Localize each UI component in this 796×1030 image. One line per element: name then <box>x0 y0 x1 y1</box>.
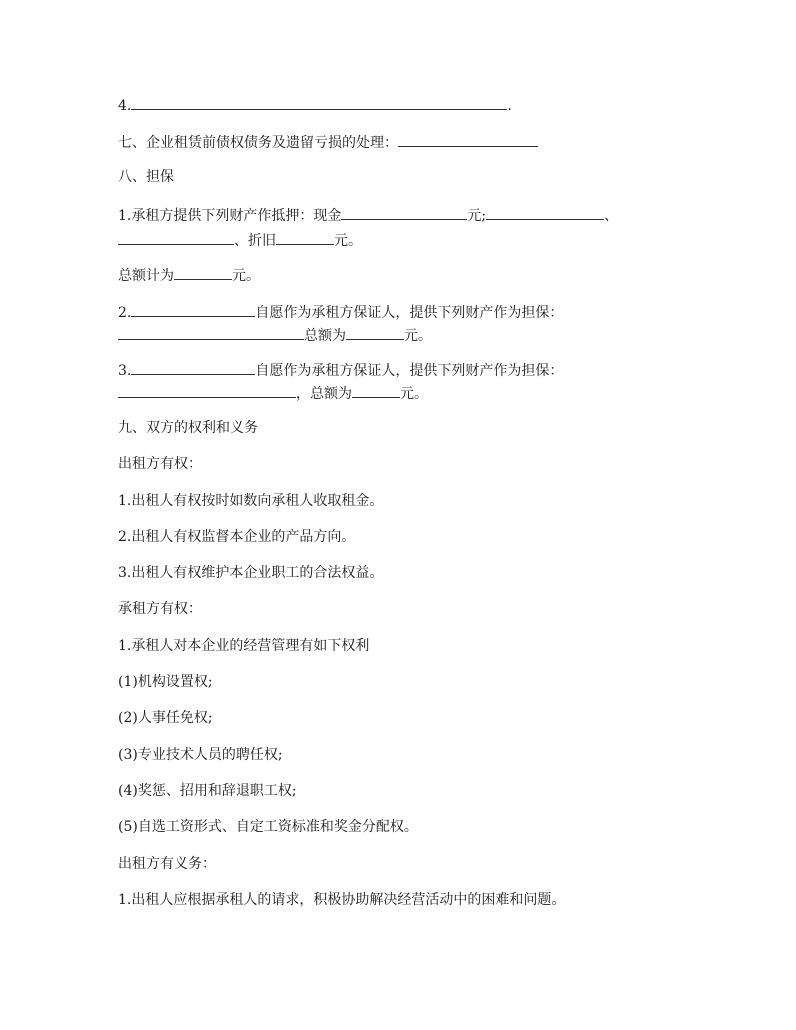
guarantee-clause-1 <box>118 205 618 225</box>
fill-in-blank[interactable] <box>398 132 538 147</box>
clause-text: ，总额为 <box>296 386 352 402</box>
clause-text: 元; <box>467 208 487 224</box>
item-number: 3. <box>118 363 132 379</box>
subheading: 承租方有权： <box>118 601 202 617</box>
fill-in-blank[interactable] <box>276 230 334 245</box>
lessee-right-1-sub-3 <box>118 746 283 764</box>
lessor-obligation-1 <box>118 891 565 909</box>
section-9-heading <box>118 419 258 437</box>
guarantee-clause-3 <box>118 360 563 380</box>
fill-in-blank[interactable] <box>131 95 507 110</box>
guarantee-clause-2-cont <box>118 325 432 345</box>
lessor-rights-heading <box>118 455 202 473</box>
lessee-rights-heading <box>118 600 202 618</box>
fill-in-blank[interactable] <box>346 325 404 340</box>
clause-text: 1.出租人应根据承租人的请求，积极协助解决经营活动中的困难和问题。 <box>118 892 566 908</box>
clause-text: 总额为 <box>304 328 346 344</box>
lessee-right-1-sub-1 <box>118 673 213 691</box>
clause-text: 元。 <box>334 233 362 249</box>
clause-text: 、折旧 <box>234 233 276 249</box>
clause-text: (2)人事任免权; <box>118 710 213 726</box>
clause-text: 元。 <box>404 328 432 344</box>
lessee-right-1-sub-5 <box>118 818 418 836</box>
fill-in-blank[interactable] <box>341 205 467 220</box>
fill-in-blank[interactable] <box>118 325 304 340</box>
clause-text: 自愿作为承租方保证人，提供下列财产作为担保： <box>255 363 564 379</box>
lessor-right-1 <box>118 492 383 510</box>
subheading: 出租方有权： <box>118 456 202 472</box>
fill-in-blank[interactable] <box>131 302 255 317</box>
fill-in-blank[interactable] <box>118 383 296 398</box>
item-number: 4. <box>118 98 132 114</box>
fill-in-blank[interactable] <box>118 230 234 245</box>
period: . <box>507 98 512 114</box>
item-4-line <box>118 95 512 115</box>
clause-text: (3)专业技术人员的聘任权; <box>118 747 283 763</box>
clause-text: 总额计为 <box>118 268 174 284</box>
lessee-right-1 <box>118 637 369 655</box>
fill-in-blank[interactable] <box>486 205 604 220</box>
fill-in-blank[interactable] <box>174 265 232 280</box>
fill-in-blank[interactable] <box>352 383 400 398</box>
guarantee-clause-1-cont <box>118 230 362 250</box>
section-title: 八、担保 <box>118 169 174 185</box>
section-7-heading <box>118 132 538 152</box>
fill-in-blank[interactable] <box>131 360 255 375</box>
guarantee-clause-3-cont <box>118 383 428 403</box>
clause-text: 1.承租人对本企业的经营管理有如下权利 <box>118 638 370 654</box>
guarantee-clause-2 <box>118 302 563 322</box>
guarantee-total <box>118 265 260 285</box>
clause-text: (1)机构设置权; <box>118 674 213 690</box>
clause-text: (4)奖惩、招用和辞退职工权; <box>118 783 297 799</box>
clause-text: 3.出租人有权维护本企业职工的合法权益。 <box>118 565 384 581</box>
clause-text: 、 <box>604 208 619 224</box>
subheading: 出租方有义务： <box>118 856 216 872</box>
section-8-heading <box>118 168 174 186</box>
clause-text: 元。 <box>232 268 260 284</box>
clause-text: 自愿作为承租方保证人，提供下列财产作为担保： <box>255 305 564 321</box>
clause-text: 元。 <box>400 386 428 402</box>
lessor-right-2 <box>118 528 355 546</box>
clause-text: 1.承租方提供下列财产作抵押：现金 <box>118 208 342 224</box>
lessor-right-3 <box>118 564 383 582</box>
clause-text: (5)自选工资形式、自定工资标准和奖金分配权。 <box>118 819 418 835</box>
section-title: 七、企业租赁前债权债务及遗留亏损的处理： <box>118 135 398 151</box>
clause-text: 2.出租人有权监督本企业的产品方向。 <box>118 529 356 545</box>
lessor-obligations-heading <box>118 855 216 873</box>
lessee-right-1-sub-4 <box>118 782 297 800</box>
section-title: 九、双方的权利和义务 <box>118 420 258 436</box>
lessee-right-1-sub-2 <box>118 709 213 727</box>
clause-text: 1.出租人有权按时如数向承租人收取租金。 <box>118 493 384 509</box>
item-number: 2. <box>118 305 132 321</box>
